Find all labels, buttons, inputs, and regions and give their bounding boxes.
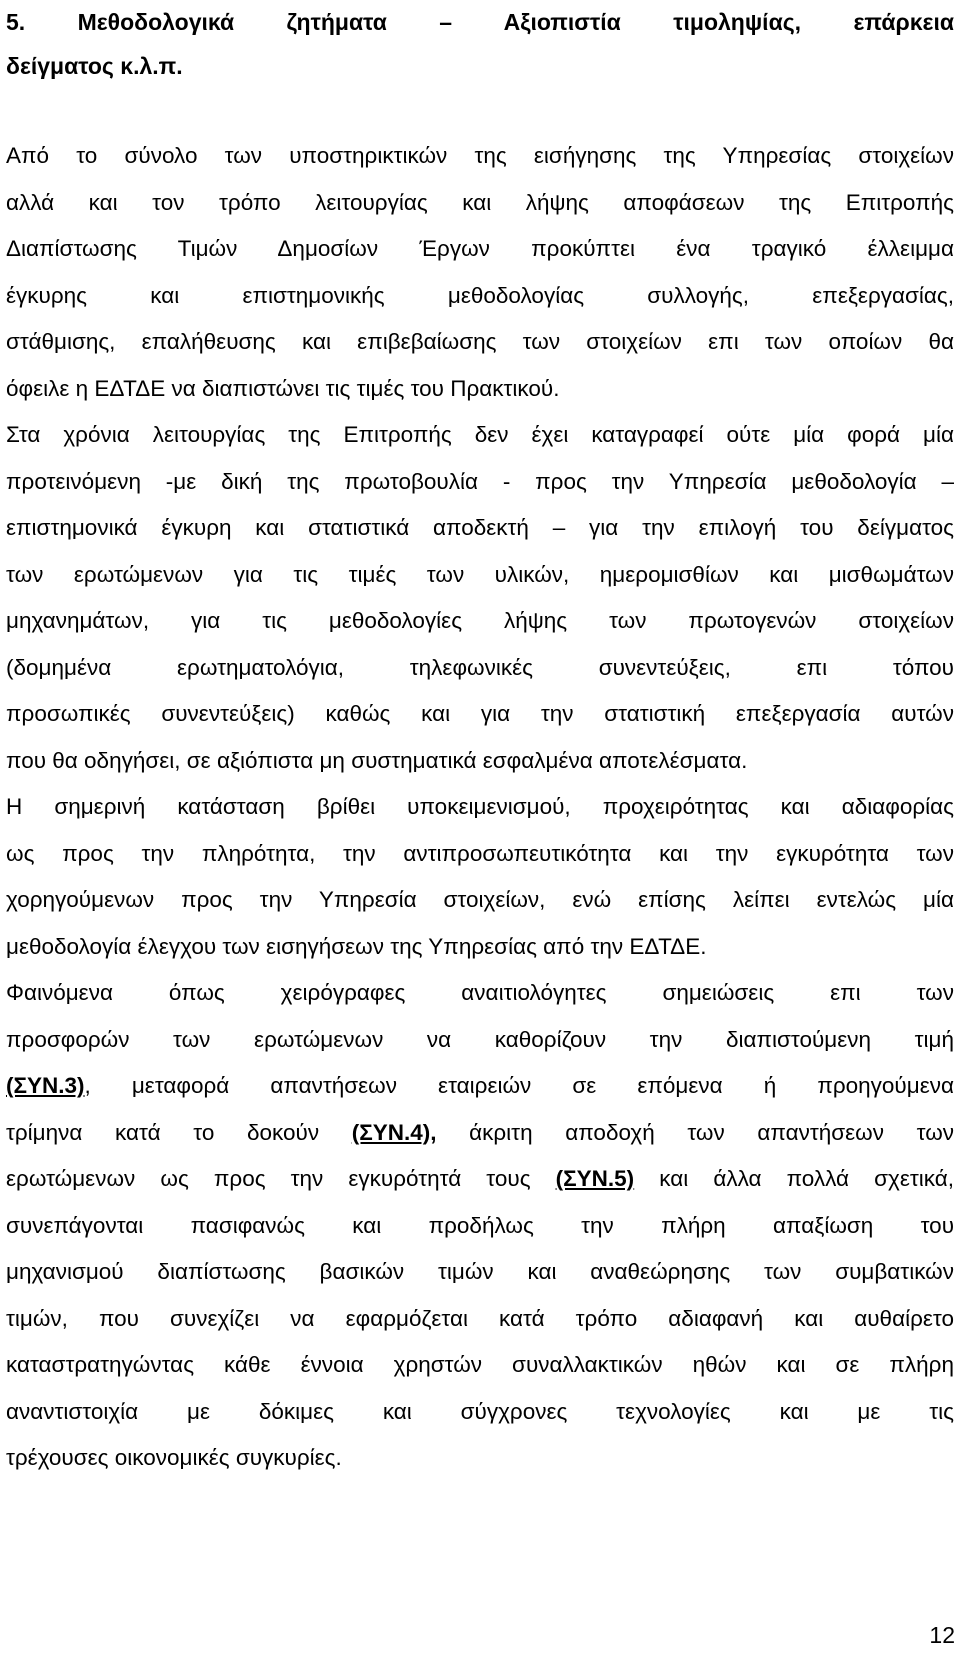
page-number: 12 — [929, 1622, 955, 1648]
paragraph-line: που θα οδηγήσει, σε αξιόπιστα μη συστηματικά εσφαλμένα αποτελέσματα. — [6, 747, 748, 773]
paragraph-text: και άλλα πολλά σχετικά, — [634, 1166, 954, 1191]
paragraph-line — [6, 1110, 954, 1157]
paragraph-line: τιμών, που συνεχίζει να εφαρμόζεται κατά τρόπο αδιαφανή και αυθαίρετο — [6, 1305, 954, 1331]
paragraph-line: αναντιστοιχία με δόκιμες και σύγχρονες τεχνολογίες και με τις — [6, 1398, 954, 1424]
paragraph-line: Διαπίστωσης Τιμών Δημοσίων Έργων προκύπτει ένα τραγικό έλλειμμα — [6, 236, 954, 261]
paragraph-line — [6, 1156, 954, 1203]
paragraph-line: προτεινόμενη -με δική της πρωτοβουλία - προς την Υπηρεσία μεθοδολογία – — [6, 468, 954, 494]
paragraph-3 — [6, 784, 954, 970]
paragraph-line: μηχανημάτων, για τις μεθοδολογίες λήψης των πρωτογενών στοιχείων — [6, 608, 954, 633]
paragraph-line: έγκυρης και επιστημονικής μεθοδολογίας συλλογής, επεξεργασίας, — [6, 282, 954, 308]
paragraph-line: προσωπικές συνεντεύξεις) καθώς και για την στατιστική επεξεργασία αυτών — [6, 701, 954, 726]
paragraph-line: ως προς την πληρότητα, την αντιπροσωπευτικότητα και την εγκυρότητα των — [6, 840, 954, 866]
paragraph-line: μηχανισμού διαπίστωσης βασικών τιμών και αναθεώρησης των συμβατικών — [6, 1259, 954, 1284]
attachment-reference-syn4: (ΣΥΝ.4), — [351, 1119, 437, 1145]
attachment-reference-syn5: (ΣΥΝ.5) — [555, 1166, 635, 1191]
paragraph-line: προσφορών των ερωτώμενων να καθορίζουν την διαπιστούμενη τιμή — [6, 1026, 954, 1052]
section-heading-line-1: 5. Μεθοδολογικά ζητήματα – Αξιοπιστία τιμοληψίας, επάρκεια — [6, 9, 954, 35]
section-heading-line-2: δείγματος κ.λ.π. — [6, 53, 183, 79]
paragraph-1 — [6, 133, 954, 412]
paragraph-text: τρίμηνα κατά το δοκούν — [6, 1119, 352, 1145]
paragraph-line: μεθοδολογία έλεγχου των εισηγήσεων της Υπηρεσίας από την ΕΔΤΔΕ. — [6, 933, 707, 959]
paragraph-line: των ερωτώμενων για τις τιμές των υλικών, ημερομισθίων και μισθωμάτων — [6, 561, 954, 587]
paragraph-line: Από το σύνολο των υποστηρικτικών της εισήγησης της Υπηρεσίας στοιχείων — [6, 143, 954, 168]
paragraph-line — [6, 1063, 954, 1110]
section-heading — [6, 0, 954, 88]
paragraph-line: (δομημένα ερωτηματολόγια, τηλεφωνικές συνεντεύξεις, επι τόπου — [6, 654, 954, 680]
paragraph-2 — [6, 412, 954, 784]
paragraph-line: τρέχουσες οικονομικές συγκυρίες. — [6, 1445, 342, 1470]
paragraph-line: όφειλε η ΕΔΤΔΕ να διαπιστώνει τις τιμές του Πρακτικού. — [6, 375, 560, 401]
attachment-reference-syn3: (ΣΥΝ.3) — [6, 1073, 85, 1098]
paragraph-text: άκριτη αποδοχή των απαντήσεων των — [436, 1119, 954, 1145]
paragraph-text: , μεταφορά απαντήσεων εταιρειών σε επόμενα ή προηγούμενα — [84, 1073, 954, 1098]
paragraph-line: Η σημερινή κατάσταση βρίθει υποκειμενισμού, προχειρότητας και αδιαφορίας — [6, 794, 954, 819]
paragraph-line: καταστρατηγώντας κάθε έννοια χρηστών συναλλακτικών ηθών και σε πλήρη — [6, 1352, 954, 1377]
paragraph-4 — [6, 970, 954, 1482]
paragraph-line: συνεπάγονται πασιφανώς και προδήλως την πλήρη απαξίωση του — [6, 1212, 954, 1238]
paragraph-line: επιστημονικά έγκυρη και στατιστικά αποδεκτή – για την επιλογή του δείγματος — [6, 515, 954, 540]
paragraph-line: Στα χρόνια λειτουργίας της Επιτροπής δεν έχει καταγραφεί ούτε μία φορά μία — [6, 422, 954, 447]
paragraph-line: Φαινόμενα όπως χειρόγραφες αναιτιολόγητες σημειώσεις επι των — [6, 980, 954, 1005]
paragraph-line: αλλά και τον τρόπο λειτουργίας και λήψης αποφάσεων της Επιτροπής — [6, 189, 954, 215]
paragraph-text: ερωτώμενων ως προς την εγκυρότητά τους — [6, 1166, 556, 1191]
paragraph-line: στάθμισης, επαλήθευσης και επιβεβαίωσης των στοιχείων επι των οποίων θα — [6, 329, 954, 354]
paragraph-line: χορηγούμενων προς την Υπηρεσία στοιχείων, ενώ επίσης λείπει εντελώς μία — [6, 887, 954, 912]
body-text — [6, 133, 954, 1482]
